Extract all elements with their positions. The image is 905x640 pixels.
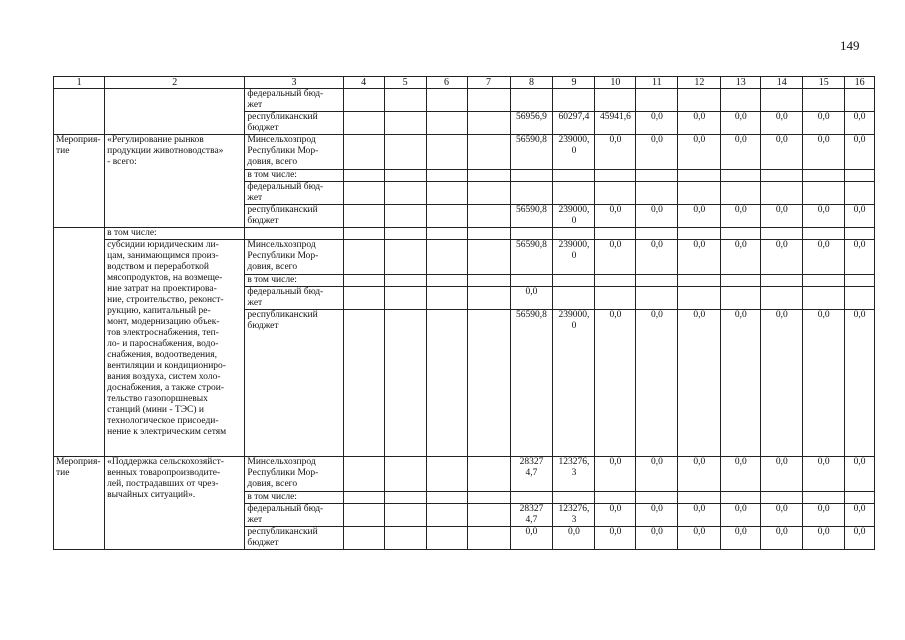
value-cell: 0,0 (761, 135, 803, 170)
value-cell: 0,0 (636, 457, 678, 492)
value-cell: 56590,8 (510, 135, 553, 170)
column-number: 13 (721, 77, 761, 89)
value-cell: 0,0 (803, 310, 845, 457)
empty-cell (384, 287, 426, 310)
column-number: 12 (678, 77, 721, 89)
empty-cell (595, 170, 636, 182)
empty-cell (343, 287, 384, 310)
empty-cell (384, 135, 426, 170)
value-cell: 0,0 (510, 527, 553, 550)
empty-cell (384, 457, 426, 492)
empty-cell (678, 287, 721, 310)
value-cell: 0,0 (761, 504, 803, 527)
empty-cell (426, 240, 467, 275)
value-cell: 0,0 (595, 457, 636, 492)
value-cell: 0,0 (721, 457, 761, 492)
value-cell: 0,0 (803, 135, 845, 170)
column-number: 2 (105, 77, 245, 89)
empty-cell (467, 310, 510, 457)
empty-cell (343, 527, 384, 550)
empty-cell (721, 275, 761, 287)
value-cell: 28327 4,7 (510, 457, 553, 492)
value-cell: 0,0 (678, 310, 721, 457)
empty-cell (343, 240, 384, 275)
empty-cell (636, 275, 678, 287)
value-cell: 0,0 (678, 457, 721, 492)
funding-source-cell: Минсельхозпрод Республики Мор- довия, всего (245, 135, 343, 170)
empty-cell (343, 112, 384, 135)
name-cell (105, 89, 245, 135)
empty-cell (467, 182, 510, 205)
value-cell: 0,0 (845, 504, 875, 527)
empty-cell (384, 182, 426, 205)
empty-cell (467, 275, 510, 287)
empty-cell (595, 275, 636, 287)
empty-cell (343, 457, 384, 492)
value-cell: 0,0 (803, 457, 845, 492)
empty-cell (636, 182, 678, 205)
empty-cell (595, 182, 636, 205)
empty-cell (510, 89, 553, 112)
value-cell: 0,0 (721, 240, 761, 275)
value-cell: 56590,8 (510, 310, 553, 457)
funding-source-cell: республиканский бюджет (245, 205, 343, 228)
empty-cell (845, 182, 875, 205)
value-cell: 0,0 (761, 240, 803, 275)
value-cell: 56590,8 (510, 205, 553, 228)
subsidy-name-cell: субсидии юридическим ли- цам, занимающимся произ- водством и переработкой мясопродуктов, на возмеще- ние затрат на проектирова- ние, строительство, реконст- рукцию, капитальный ре- монт, модернизацию объек- тов электроснабжения, теп- ло- и пароснабжения, водо- снабжения, водоотведения, вентиляции и кондициониро- вания воздуха, систем холо- доснабжения, а также строи- тельство газопоршневых станций (мини - ТЭС) и технологическое присоеди- нение к электрическим сетям (105, 240, 245, 457)
empty-cell (553, 182, 595, 205)
value-cell: 239000, 0 (553, 310, 595, 457)
empty-cell (426, 275, 467, 287)
value-cell: 0,0 (803, 504, 845, 527)
empty-cell (384, 228, 426, 240)
empty-cell (343, 275, 384, 287)
table-row (54, 457, 875, 492)
value-cell: 0,0 (636, 310, 678, 457)
value-cell: 28327 4,7 (510, 504, 553, 527)
empty-cell (467, 228, 510, 240)
empty-cell (721, 492, 761, 504)
empty-cell (467, 89, 510, 112)
value-cell: 0,0 (595, 310, 636, 457)
table-row (54, 89, 875, 112)
value-cell: 0,0 (845, 135, 875, 170)
type-cell (54, 89, 105, 135)
table-row (54, 240, 875, 275)
funding-source-cell: Минсельхозпрод Республики Мор- довия, всего (245, 457, 343, 492)
value-cell: 0,0 (721, 135, 761, 170)
funding-source-cell: Минсельхозпрод Республики Мор- довия, всего (245, 240, 343, 275)
column-number: 3 (245, 77, 343, 89)
empty-cell (343, 504, 384, 527)
empty-cell (510, 275, 553, 287)
value-cell: 0,0 (803, 240, 845, 275)
value-cell: 0,0 (721, 112, 761, 135)
empty-cell (343, 89, 384, 112)
empty-cell (761, 275, 803, 287)
value-cell: 0,0 (845, 205, 875, 228)
empty-cell (845, 89, 875, 112)
value-cell: 0,0 (510, 287, 553, 310)
value-cell: 0,0 (595, 504, 636, 527)
funding-source-cell: в том числе: (245, 275, 343, 287)
type-cell (54, 228, 105, 457)
empty-cell (803, 170, 845, 182)
empty-cell (384, 89, 426, 112)
empty-cell (553, 275, 595, 287)
value-cell: 0,0 (803, 205, 845, 228)
event-name-cell: «Поддержка сельскохозяйст- венных товаропроизводите- лей, пострадавших от чрез- вычайных ситуаций». (105, 457, 245, 550)
empty-cell (467, 205, 510, 228)
empty-cell (678, 228, 721, 240)
value-cell: 0,0 (553, 527, 595, 550)
empty-cell (426, 205, 467, 228)
funding-source-cell: республиканский бюджет (245, 112, 343, 135)
empty-cell (467, 135, 510, 170)
empty-cell (384, 275, 426, 287)
column-number: 5 (384, 77, 426, 89)
column-number: 8 (510, 77, 553, 89)
empty-cell (721, 89, 761, 112)
empty-cell (595, 287, 636, 310)
value-cell: 0,0 (678, 112, 721, 135)
value-cell: 239000, 0 (553, 135, 595, 170)
funding-source-cell: в том числе: (245, 492, 343, 504)
empty-cell (803, 287, 845, 310)
empty-cell (467, 170, 510, 182)
empty-cell (803, 492, 845, 504)
value-cell: 56956,9 (510, 112, 553, 135)
value-cell: 56590,8 (510, 240, 553, 275)
empty-cell (426, 170, 467, 182)
value-cell: 45941,6 (595, 112, 636, 135)
empty-cell (678, 170, 721, 182)
empty-cell (761, 89, 803, 112)
empty-cell (803, 89, 845, 112)
empty-cell (553, 228, 595, 240)
column-number: 16 (845, 77, 875, 89)
empty-cell (678, 492, 721, 504)
value-cell: 0,0 (761, 112, 803, 135)
empty-cell (467, 240, 510, 275)
value-cell: 0,0 (636, 135, 678, 170)
value-cell: 0,0 (678, 205, 721, 228)
empty-cell (384, 205, 426, 228)
empty-cell (510, 170, 553, 182)
empty-cell (636, 492, 678, 504)
value-cell: 0,0 (636, 112, 678, 135)
empty-cell (510, 492, 553, 504)
empty-cell (384, 170, 426, 182)
empty-cell (803, 182, 845, 205)
value-cell: 0,0 (678, 240, 721, 275)
value-cell: 0,0 (721, 527, 761, 550)
value-cell: 0,0 (636, 504, 678, 527)
funding-source-cell: в том числе: (245, 170, 343, 182)
value-cell: 239000, 0 (553, 240, 595, 275)
empty-cell (467, 287, 510, 310)
empty-cell (553, 170, 595, 182)
empty-cell (343, 205, 384, 228)
empty-cell (426, 504, 467, 527)
value-cell: 123276, 3 (553, 457, 595, 492)
column-number: 4 (343, 77, 384, 89)
value-cell: 0,0 (845, 240, 875, 275)
empty-cell (343, 228, 384, 240)
value-cell: 0,0 (845, 310, 875, 457)
value-cell: 0,0 (761, 205, 803, 228)
column-number: 9 (553, 77, 595, 89)
empty-cell (426, 457, 467, 492)
empty-cell (636, 89, 678, 112)
value-cell: 0,0 (678, 504, 721, 527)
value-cell: 0,0 (761, 457, 803, 492)
empty-cell (595, 228, 636, 240)
value-cell: 0,0 (721, 205, 761, 228)
value-cell: 0,0 (595, 135, 636, 170)
empty-cell (384, 504, 426, 527)
empty-cell (553, 492, 595, 504)
empty-cell (467, 527, 510, 550)
empty-cell (595, 89, 636, 112)
value-cell: 60297,4 (553, 112, 595, 135)
empty-cell (761, 228, 803, 240)
empty-cell (678, 182, 721, 205)
event-type-cell: Мероприя- тие (54, 457, 105, 550)
page-number: 149 (840, 38, 860, 53)
empty-cell (721, 182, 761, 205)
empty-cell (845, 170, 875, 182)
empty-cell (343, 135, 384, 170)
empty-cell (636, 170, 678, 182)
value-cell: 0,0 (803, 112, 845, 135)
empty-cell (384, 492, 426, 504)
empty-cell (678, 275, 721, 287)
empty-cell (245, 228, 343, 240)
empty-cell (761, 170, 803, 182)
empty-cell (510, 182, 553, 205)
value-cell: 0,0 (636, 205, 678, 228)
empty-cell (426, 228, 467, 240)
table-row (54, 228, 875, 240)
empty-cell (467, 492, 510, 504)
value-cell: 0,0 (636, 240, 678, 275)
column-number: 1 (54, 77, 105, 89)
empty-cell (803, 228, 845, 240)
funding-source-cell: федеральный бюд- жет (245, 89, 343, 112)
empty-cell (426, 112, 467, 135)
value-cell: 0,0 (803, 527, 845, 550)
value-cell: 0,0 (721, 310, 761, 457)
empty-cell (721, 287, 761, 310)
empty-cell (426, 492, 467, 504)
value-cell: 0,0 (845, 457, 875, 492)
empty-cell (510, 228, 553, 240)
funding-source-cell: федеральный бюд- жет (245, 287, 343, 310)
column-number-row (54, 77, 875, 89)
empty-cell (384, 527, 426, 550)
empty-cell (343, 310, 384, 457)
value-cell: 123276, 3 (553, 504, 595, 527)
column-number: 15 (803, 77, 845, 89)
empty-cell (343, 492, 384, 504)
value-cell: 0,0 (845, 527, 875, 550)
empty-cell (721, 170, 761, 182)
empty-cell (467, 504, 510, 527)
funding-source-cell: федеральный бюд- жет (245, 504, 343, 527)
empty-cell (426, 135, 467, 170)
empty-cell (761, 182, 803, 205)
empty-cell (467, 457, 510, 492)
funding-source-cell: республиканский бюджет (245, 310, 343, 457)
budget-table (53, 76, 875, 550)
empty-cell (845, 492, 875, 504)
empty-cell (426, 310, 467, 457)
column-number: 10 (595, 77, 636, 89)
empty-cell (721, 228, 761, 240)
empty-cell (595, 492, 636, 504)
value-cell: 0,0 (678, 135, 721, 170)
event-name-cell: «Регулирование рынков продукции животноводства» - всего: (105, 135, 245, 228)
column-number: 11 (636, 77, 678, 89)
empty-cell (553, 287, 595, 310)
value-cell: 0,0 (678, 527, 721, 550)
empty-cell (384, 112, 426, 135)
value-cell: 0,0 (845, 112, 875, 135)
value-cell: 239000, 0 (553, 205, 595, 228)
value-cell: 0,0 (761, 310, 803, 457)
empty-cell (553, 89, 595, 112)
value-cell: 0,0 (721, 504, 761, 527)
empty-cell (426, 287, 467, 310)
column-number: 6 (426, 77, 467, 89)
empty-cell (426, 89, 467, 112)
empty-cell (761, 287, 803, 310)
value-cell: 0,0 (595, 240, 636, 275)
column-number: 14 (761, 77, 803, 89)
empty-cell (636, 228, 678, 240)
empty-cell (803, 275, 845, 287)
table-row (54, 135, 875, 170)
funding-source-cell: федеральный бюд- жет (245, 182, 343, 205)
column-number: 7 (467, 77, 510, 89)
value-cell: 0,0 (595, 527, 636, 550)
empty-cell (636, 287, 678, 310)
empty-cell (761, 492, 803, 504)
including-label-cell: в том числе: (105, 228, 245, 240)
empty-cell (343, 170, 384, 182)
empty-cell (678, 89, 721, 112)
empty-cell (426, 527, 467, 550)
empty-cell (467, 112, 510, 135)
empty-cell (845, 228, 875, 240)
event-type-cell: Мероприя- тие (54, 135, 105, 228)
empty-cell (845, 275, 875, 287)
empty-cell (845, 287, 875, 310)
value-cell: 0,0 (636, 527, 678, 550)
empty-cell (384, 240, 426, 275)
funding-source-cell: республиканский бюджет (245, 527, 343, 550)
empty-cell (384, 310, 426, 457)
empty-cell (343, 182, 384, 205)
value-cell: 0,0 (595, 205, 636, 228)
value-cell: 0,0 (761, 527, 803, 550)
empty-cell (426, 182, 467, 205)
